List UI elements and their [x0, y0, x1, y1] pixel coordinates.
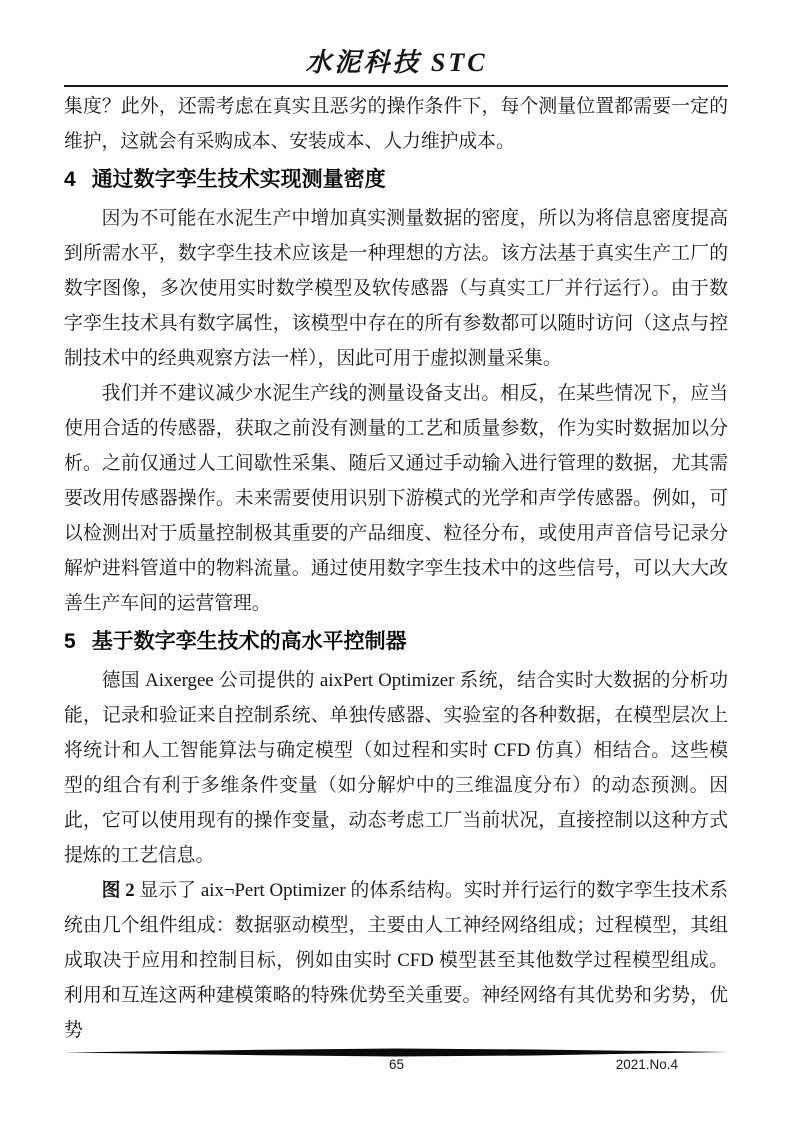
section-heading-4	[64, 159, 728, 201]
paragraph: 德国 Aixergee 公司提供的 aixPert Optimizer 系统，结合实时大数据的分析功能，记录和验证来自控制系统、单独传感器、实验室的各种数据，在模型层次上将统计和人工智能算法与确定模型（如过程和实时 CFD 仿真）相结合。这些模型的组合有利于多维条件变量（如分解炉中的三维温度分布）的动态预测。因此，它可以使用现有的操作变量，动态考虑工厂当前状况，直接控制以这种方式提炼的工艺信息。	[64, 670, 728, 866]
paragraph-continuation: 集度？此外，还需考虑在真实且恶劣的操作条件下，每个测量位置都需要一定的维护，这就会有采购成本、安装成本、人力维护成本。	[64, 96, 728, 152]
section-heading-5	[64, 621, 728, 663]
paragraph: 我们并不建议减少水泥生产线的测量设备支出。相反，在某些情况下，应当使用合适的传感器，获取之前没有测量的工艺和质量参数，作为实时数据加以分析。之前仅通过人工间歇性采集、随后又通过手动输入进行管理的数据，尤其需要改用传感器操作。未来需要使用识别下游模式的光学和声学传感器。例如，可以检测出对于质量控制极其重要的产品细度、粒径分布，或使用声音信号记录分解炉进料管道中的物料流量。通过使用数字孪生技术中的这些信号，可以大大改善生产车间的运营管理。	[64, 383, 728, 614]
section-title: 通过数字孪生技术实现测量密度	[91, 168, 386, 191]
section-number: 5	[64, 630, 76, 653]
section-title: 基于数字孪生技术的高水平控制器	[91, 630, 407, 653]
header-rule	[64, 85, 728, 87]
footer-rule	[64, 1048, 728, 1057]
journal-title: 水泥科技 STC	[305, 48, 488, 77]
paragraph	[64, 873, 728, 1048]
figure-reference: 图 2	[101, 880, 135, 901]
page-number: 65	[388, 1057, 405, 1072]
issue-label: 2021.No.4	[615, 1057, 678, 1072]
section-number: 4	[64, 168, 76, 191]
paragraph: 因为不可能在水泥生产中增加真实测量数据的密度，所以为将信息密度提高到所需水平，数字孪生技术应该是一种理想的方法。该方法基于真实生产工厂的数字图像，多次使用实时数学模型及软传感器（与真实工厂并行运行）。由于数字孪生技术具有数字属性，该模型中存在的所有参数都可以随时访问（这点与控制技术中的经典观察方法一样），因此可用于虚拟测量采集。	[64, 208, 728, 369]
paragraph-text: 显示了 aix¬Pert Optimizer 的体系结构。实时并行运行的数字孪生技术系统由几个组件组成：数据驱动模型，主要由人工神经网络组成；过程模型，其组成取决于应用和控制目标，例如由实时 CFD 模型甚至其他数学过程模型组成。利用和互连这两种建模策略的特殊优势至关重要。神经网络有其优势和劣势，优势	[64, 880, 728, 1041]
document-body	[64, 89, 728, 1048]
